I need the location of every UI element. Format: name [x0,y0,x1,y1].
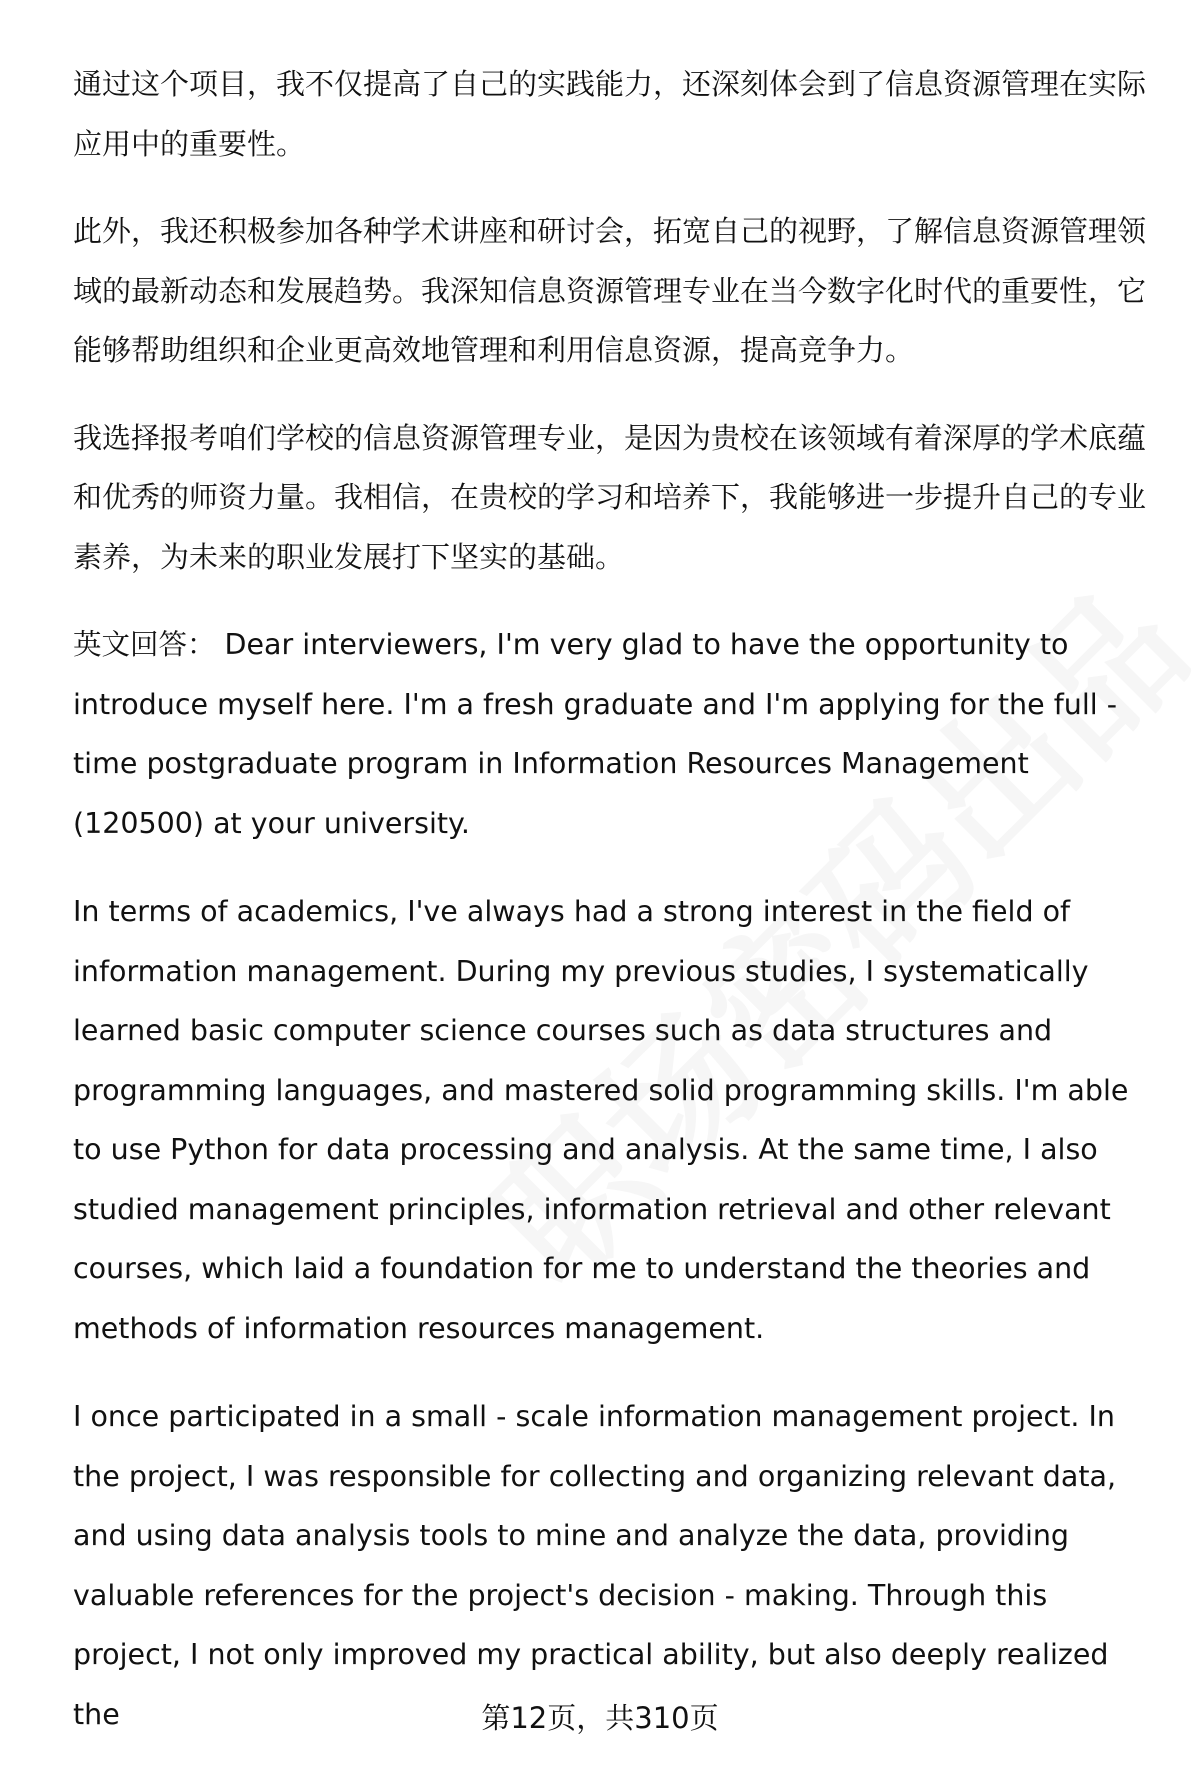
page-footer: 第12页，共310页 [481,1701,719,1735]
paragraph-4: 英文回答： Dear interviewers, I'm very glad to have the opportunity to introduce myself here. I'm a fresh graduate and I'm applying for the full - time postgraduate program in Information Resources Management (120500) at your university. [73,628,1117,840]
document-body [73,55,1163,1773]
paragraph-1: 通过这个项目，我不仅提高了自己的实践能力，还深刻体会到了信息资源管理在实际应用中的重要性。 [73,67,1147,161]
paragraph-2: 此外，我还积极参加各种学术讲座和研讨会，拓宽自己的视野，了解信息资源管理领域的最新动态和发展趋势。我深知信息资源管理专业在当今数字化时代的重要性，它能够帮助组织和企业更高效地管理和利用信息资源，提高竞争力。 [73,214,1147,367]
paragraph-3: 我选择报考咱们学校的信息资源管理专业，是因为贵校在该领域有着深厚的学术底蕴和优秀的师资力量。我相信，在贵校的学习和培养下，我能够进一步提升自己的专业素养，为未来的职业发展打下坚实的基础。 [73,420,1147,574]
paragraph-6: I once participated in a small - scale information management project. In the project, I was responsible for collecting and organizing relevant data, and using data analysis tools to mine and analyze the data, providing valuable references for the project's decision - making. Through this project, I not only improved my practical ability, but also deeply realized the [73,1400,1117,1731]
paragraph-5: In terms of academics, I've always had a strong interest in the field of information management. During my previous studies, I systematically learned basic computer science courses such as data structures and programming languages, and mastered solid programming skills. I'm able to use Python for data processing and analysis. At the same time, I also studied management principles, information retrieval and other relevant courses, which laid a foundation for me to understand the theories and methods of information resources management. [73,895,1129,1345]
